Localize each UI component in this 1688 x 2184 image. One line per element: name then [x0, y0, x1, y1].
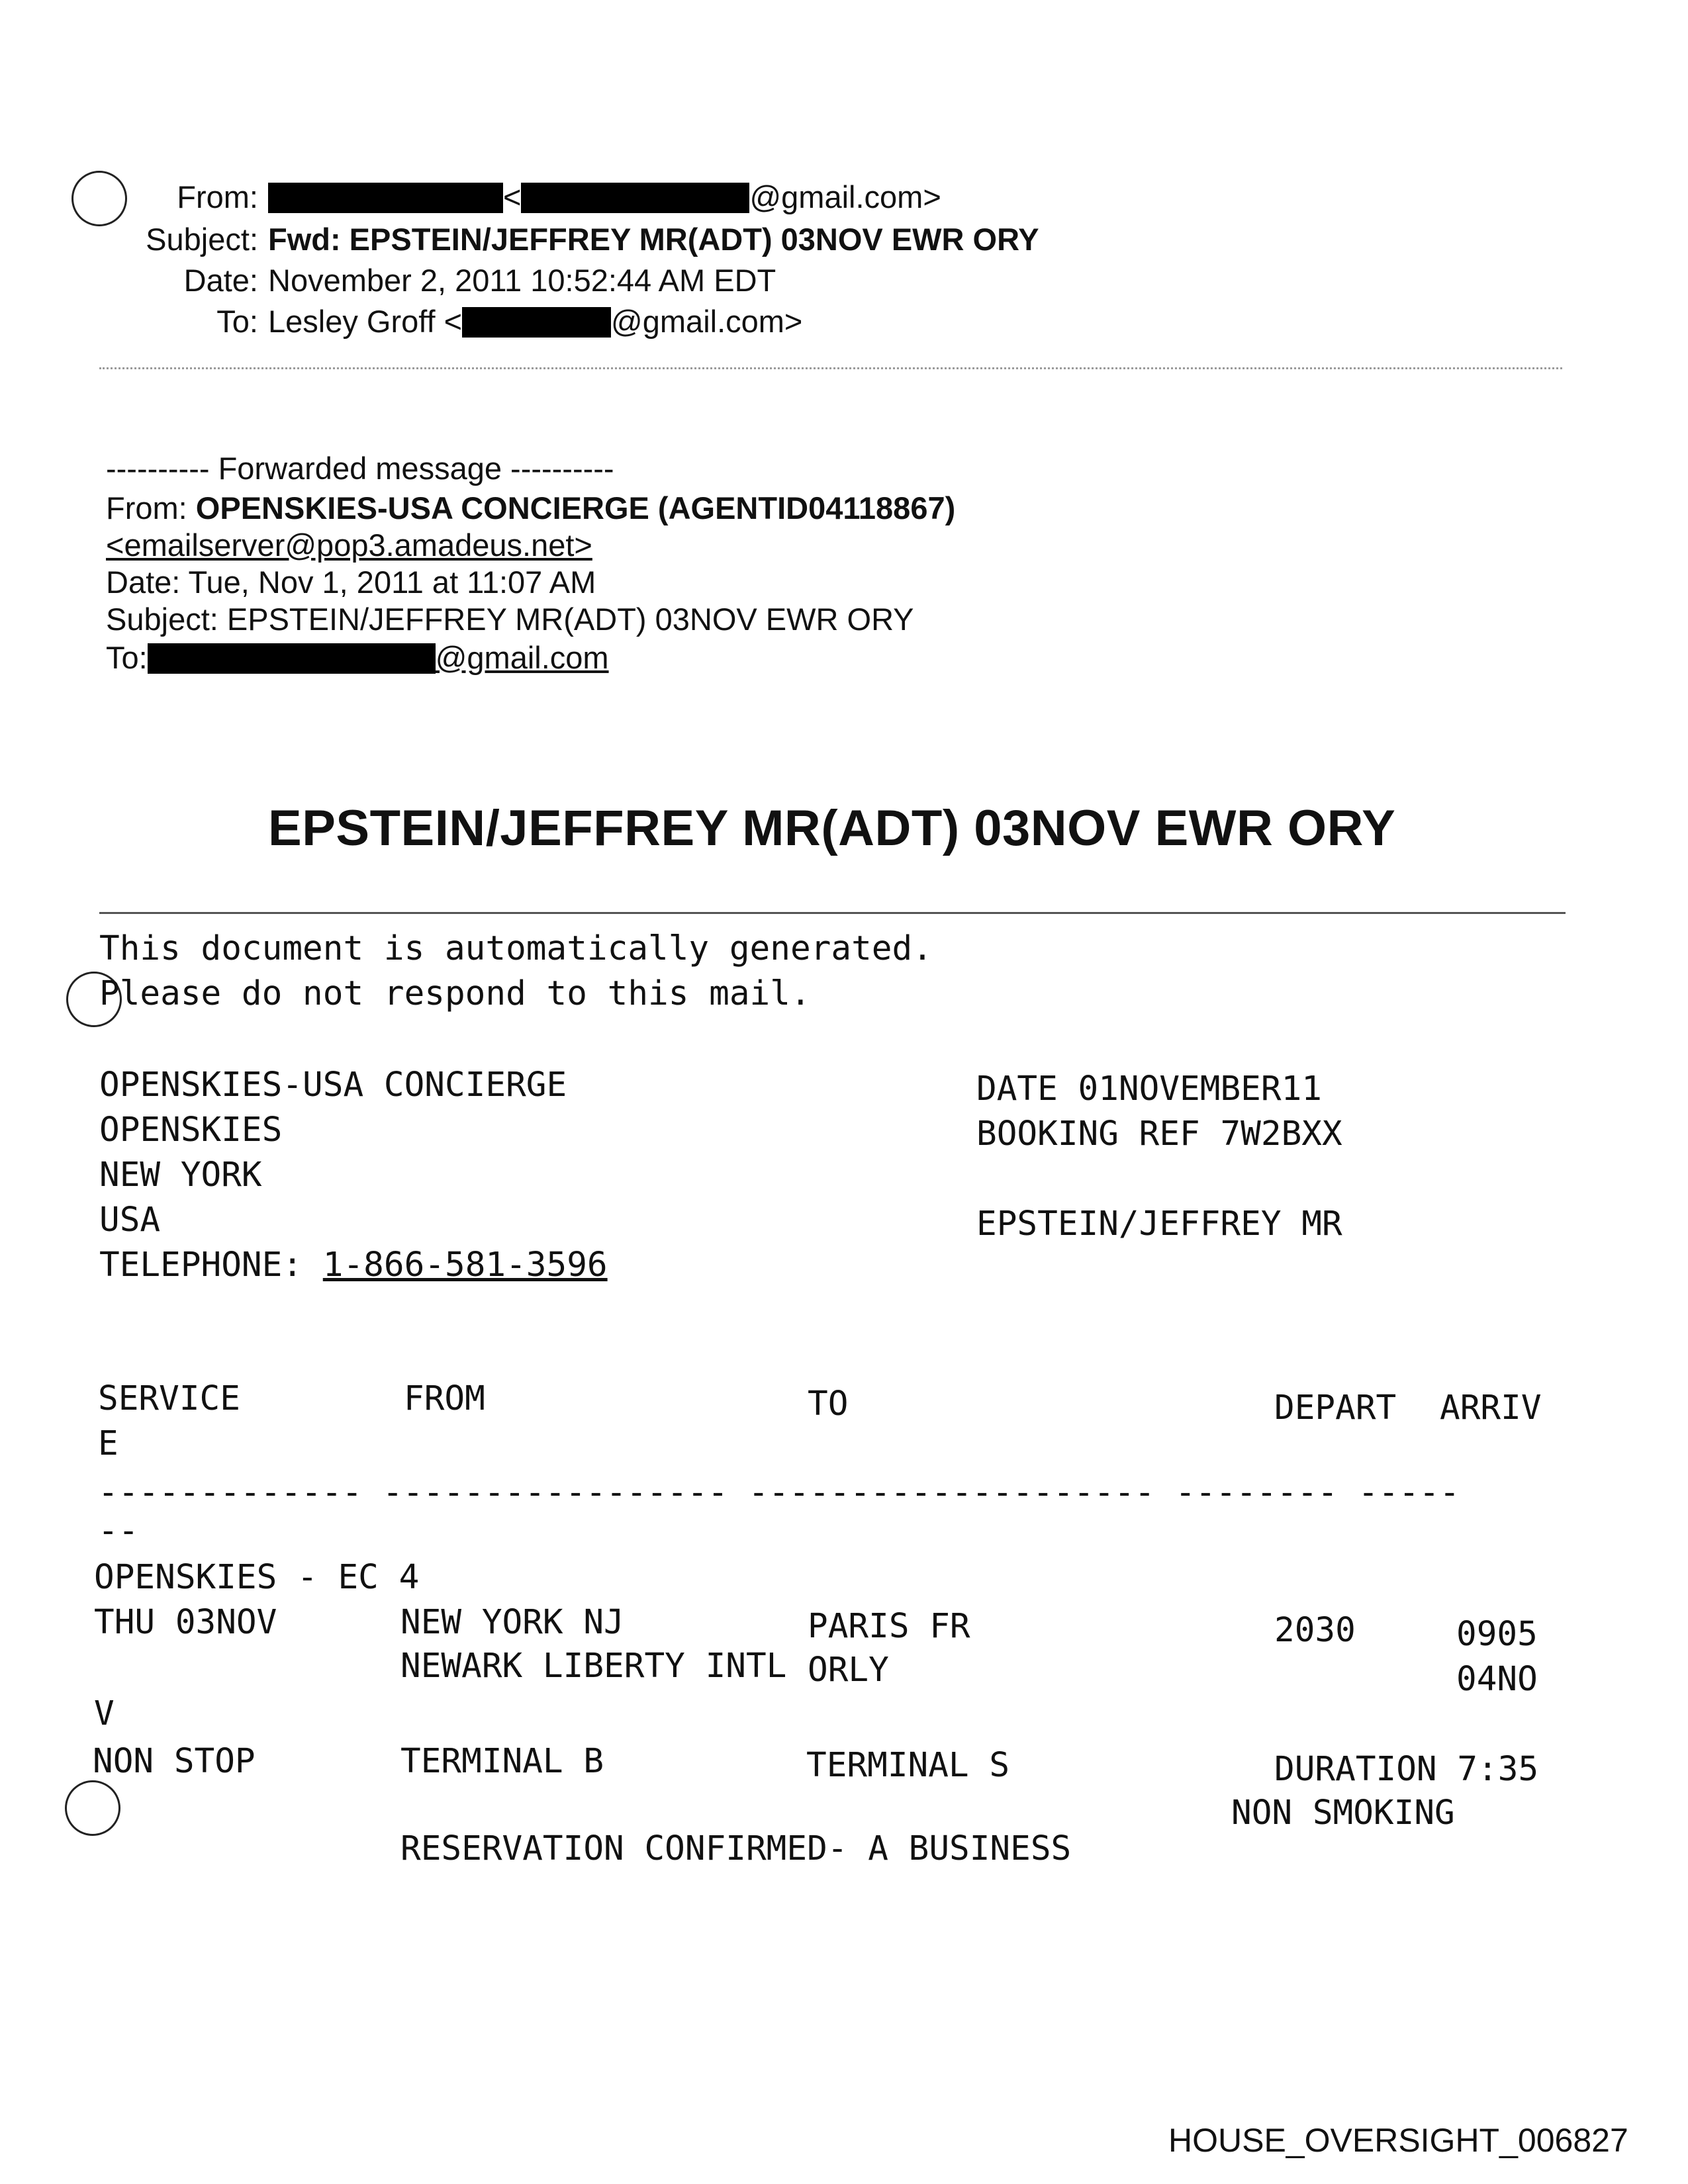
carrier: OPENSKIES - EC 4 — [94, 1558, 420, 1597]
header-service-wrap: E — [98, 1424, 118, 1463]
to-label: To: — [216, 304, 258, 339]
document-title: EPSTEIN/JEFFREY MR(ADT) 03NOV EWR ORY — [268, 800, 1396, 856]
header-arrive: ARRIV — [1440, 1388, 1542, 1428]
arrive-time: 0905 — [1456, 1615, 1538, 1654]
arrive-date-wrap: V — [94, 1694, 115, 1733]
forwarded-date: Date: Tue, Nov 1, 2011 at 11:07 AM — [106, 565, 596, 600]
agency-name: OPENSKIES-USA CONCIERGE — [99, 1066, 567, 1105]
header-rule-wrap: -- — [98, 1512, 139, 1551]
telephone-link[interactable]: 1-866-581-3596 — [322, 1246, 608, 1285]
forwarded-from-email[interactable]: <emailserver@pop3.amadeus.net> — [106, 527, 592, 563]
to-value: Lesley Groff < @gmail.com> — [268, 304, 803, 339]
from-value: < @gmail.com> — [268, 179, 941, 216]
from-label: From: — [177, 179, 258, 214]
bates-number: HOUSE_OVERSIGHT_006827 — [1168, 2122, 1628, 2159]
forwarded-divider: ---------- Forwarded message ---------- — [106, 451, 614, 486]
header-rule: ------------- ----------------- -------------------- -------- ----- — [98, 1473, 1460, 1512]
forwarded-from: From: OPENSKIES-USA CONCIERGE (AGENTID04118867) — [106, 490, 956, 525]
header-from: FROM — [404, 1379, 485, 1418]
from-city: NEW YORK NJ — [400, 1603, 624, 1642]
redaction-bar — [268, 183, 503, 213]
reservation-status: RESERVATION CONFIRMED- A BUSINESS — [400, 1829, 1072, 1868]
depart-time: 2030 — [1274, 1611, 1356, 1650]
subject-value: Fwd: EPSTEIN/JEFFREY MR(ADT) 03NOV EWR ORY — [268, 222, 1039, 257]
to-terminal: TERMINAL S — [806, 1746, 1010, 1785]
header-service: SERVICE — [98, 1379, 240, 1418]
notice-line-1: This document is automatically generated. — [99, 929, 933, 968]
redaction-bar — [521, 183, 749, 213]
redaction-bar — [462, 307, 611, 338]
redaction-bar — [148, 643, 436, 674]
booking-date: DATE 01NOVEMBER11 — [976, 1069, 1322, 1109]
agency-telephone: TELEPHONE: 1-866-581-3596 — [99, 1246, 608, 1285]
agency-city: NEW YORK — [99, 1156, 262, 1195]
to-city: PARIS FR — [808, 1607, 970, 1646]
from-terminal: TERMINAL B — [400, 1742, 604, 1781]
stops: NON STOP — [93, 1742, 256, 1781]
header-depart: DEPART — [1274, 1388, 1397, 1428]
passenger-name: EPSTEIN/JEFFREY MR — [976, 1205, 1342, 1244]
agency-brand: OPENSKIES — [99, 1111, 283, 1150]
booking-ref: BOOKING REF 7W2BXX — [976, 1115, 1342, 1154]
date-value: November 2, 2011 10:52:44 AM EDT — [268, 263, 776, 298]
duration: DURATION 7:35 — [1274, 1750, 1539, 1789]
smoking: NON SMOKING — [1231, 1794, 1455, 1833]
from-airport: NEWARK LIBERTY INTL — [400, 1647, 787, 1686]
subject-label: Subject: — [146, 222, 258, 257]
agency-country: USA — [99, 1201, 161, 1240]
header-divider — [99, 367, 1562, 369]
title-rule — [99, 912, 1566, 914]
flight-day: THU 03NOV — [94, 1603, 277, 1642]
notice-line-2: Please do not respond to this mail. — [99, 974, 811, 1013]
to-airport: ORLY — [808, 1651, 889, 1690]
forwarded-subject: Subject: EPSTEIN/JEFFREY MR(ADT) 03NOV EWR ORY — [106, 602, 914, 637]
forwarded-to: To: @gmail.com — [106, 640, 609, 675]
punch-hole-circle — [65, 1780, 120, 1836]
date-label: Date: — [183, 263, 258, 298]
header-to: TO — [808, 1385, 849, 1424]
arrive-date: 04NO — [1456, 1660, 1538, 1699]
